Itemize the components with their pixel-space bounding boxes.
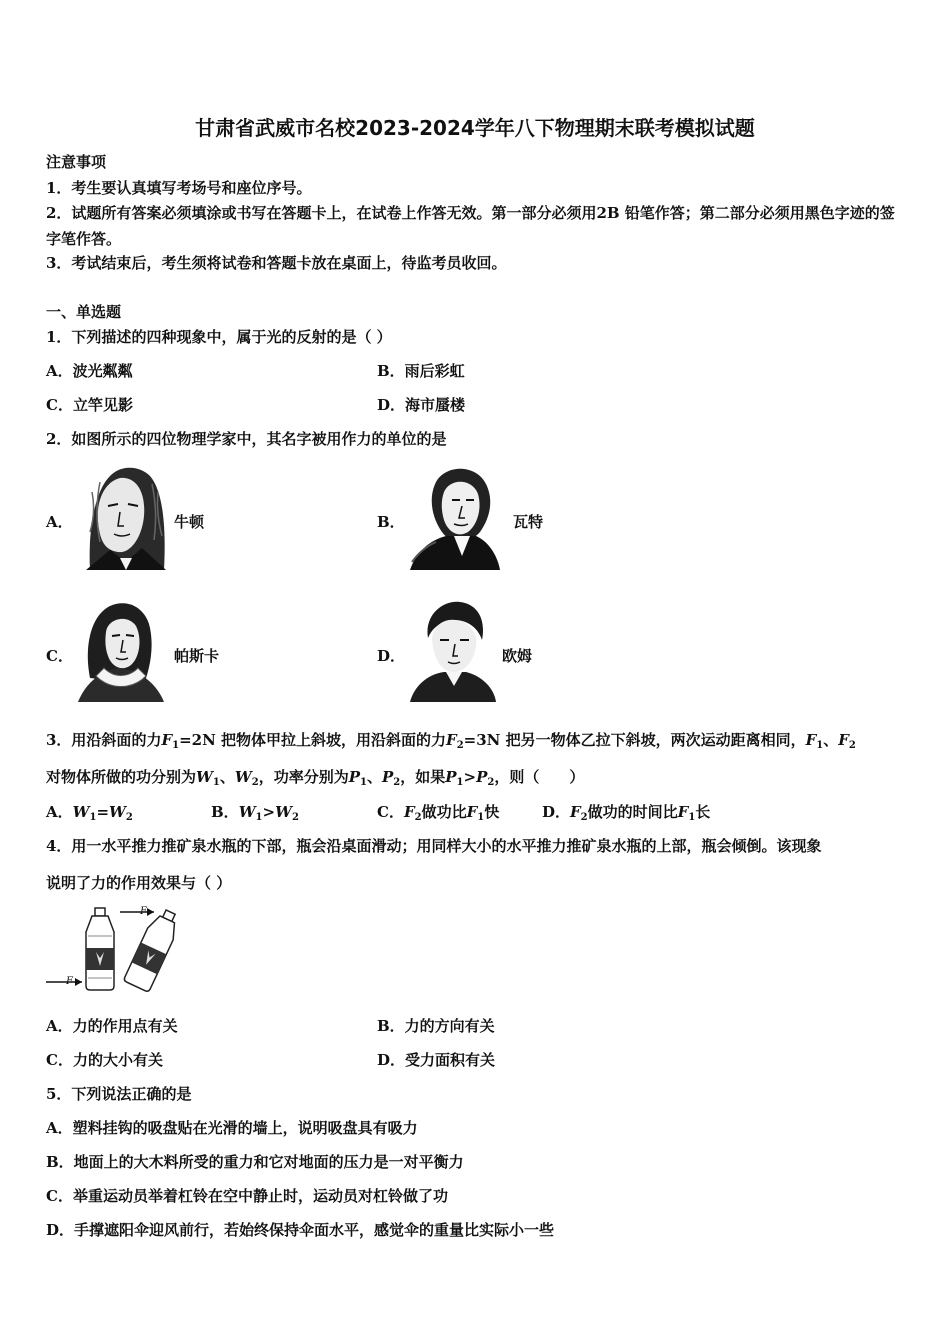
q2-option-d-letter: D． (377, 647, 406, 665)
force-label-top: F (140, 906, 147, 917)
bottles-figure (44, 902, 184, 998)
ohm-portrait (408, 598, 498, 704)
q4-stem-line1: 4．用一水平推力推矿泉水瓶的下部，瓶会沿桌面滑动；用同样大小的水平推力推矿泉水瓶的上部，瓶会倾倒。该现象 (46, 837, 822, 855)
notice-item-1: 1．考生要认真填写考场号和座位序号。 (46, 179, 312, 197)
q2-option-d-name: 欧姆 (502, 647, 533, 665)
watt-portrait (406, 462, 501, 572)
q2-stem: 2．如图所示的四位物理学家中，其名字被用作力的单位的是 (46, 430, 447, 448)
q3-option-d: D．$F_2$做功的时间比$F_1$长 (542, 803, 711, 823)
notice-heading: 注意事项 (46, 153, 107, 171)
q1-option-c: C．立竿见影 (46, 396, 133, 414)
q4-stem-line2: 说明了力的作用效果与（ ） (46, 874, 232, 892)
q4-option-b: B．力的方向有关 (377, 1017, 495, 1035)
tilted-bottle (123, 906, 183, 992)
q4-option-a: A．力的作用点有关 (46, 1017, 178, 1035)
q4-option-d: D．受力面积有关 (377, 1051, 496, 1069)
q2-option-b-name: 瓦特 (513, 513, 544, 531)
q2-option-c-name: 帕斯卡 (174, 647, 220, 665)
newton-portrait (80, 462, 170, 572)
notice-item-3: 3．考试结束后，考生须将试卷和答题卡放在桌面上，待监考员收回。 (46, 254, 507, 272)
q1-option-b: B．雨后彩虹 (377, 362, 465, 380)
q1-stem: 1．下列描述的四种现象中，属于光的反射的是（ ） (46, 328, 392, 346)
q4-option-c: C．力的大小有关 (46, 1051, 163, 1069)
upright-bottle (86, 908, 114, 990)
q5-stem: 5．下列说法正确的是 (46, 1085, 192, 1103)
q3-option-a: A．$W_1=W_2$ (46, 803, 133, 823)
q2-option-c-letter: C． (46, 647, 73, 665)
q5-option-c: C．举重运动员举着杠铃在空中静止时，运动员对杠铃做了功 (46, 1187, 448, 1205)
pascal-portrait (76, 598, 166, 704)
section-heading: 一、单选题 (46, 303, 122, 321)
q1-option-d: D．海市蜃楼 (377, 396, 466, 414)
page-title: 甘肃省武威市名校2023-2024学年八下物理期末联考模拟试题 (195, 116, 755, 140)
q3-option-c: C．$F_2$做功比$F_1$快 (377, 803, 500, 823)
q3-line2: 对物体所做的功分别为$W_1$、$W_2$，功率分别为$P_1$、$P_2$，如果$P_1>P_2$，则（ ） (46, 768, 585, 788)
q3-option-b: B．$W_1>W_2$ (211, 803, 299, 823)
q1-option-a: A．波光粼粼 (46, 362, 133, 380)
q2-option-a-letter: A． (46, 513, 73, 531)
q3-line1: 3．用沿斜面的力$F_1=2N$ 把物体甲拉上斜坡，用沿斜面的力$F_2=3N$ 把另一物体乙拉下斜坡，两次运动距离相同，$F_1$、$F_2$ (46, 731, 856, 751)
force-label-bottom: F (66, 976, 73, 987)
q5-option-a: A．塑料挂钩的吸盘贴在光滑的墙上，说明吸盘具有吸力 (46, 1119, 418, 1137)
q5-option-b: B．地面上的大木料所受的重力和它对地面的压力是一对平衡力 (46, 1153, 464, 1171)
q5-option-d: D．手撑遮阳伞迎风前行，若始终保持伞面水平，感觉伞的重量比实际小一些 (46, 1221, 555, 1239)
notice-item-2: 2．试题所有答案必须填涂或书写在答题卡上，在试卷上作答无效。第一部分必须用2B 铅笔作答；第二部分必须用黑色字迹的签字笔作答。 (46, 204, 895, 248)
q2-option-b-letter: B． (377, 513, 405, 531)
q2-option-a-name: 牛顿 (174, 513, 205, 531)
